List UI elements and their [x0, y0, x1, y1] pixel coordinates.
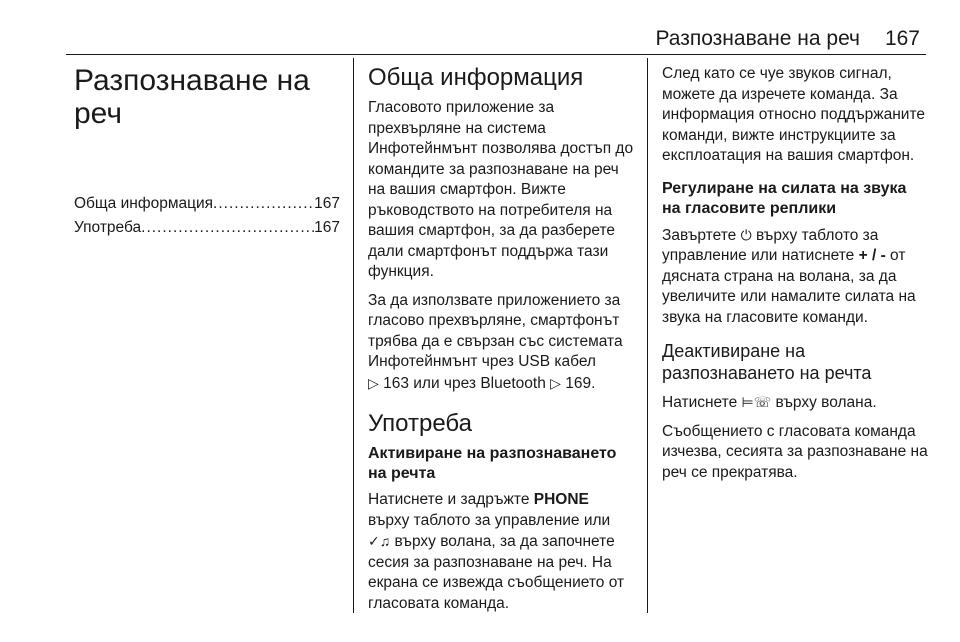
subheading: Активиране на разпознаването на речта [368, 445, 617, 482]
middle-column [368, 64, 634, 622]
volume-buttons-label: + / - [858, 247, 886, 264]
subheading: Регулиране на силата на звука на гласовите реплики [662, 179, 907, 217]
subheading: Деактивиране на разпознаването на речта [662, 341, 872, 383]
left-column [74, 64, 340, 240]
arrow-ref-icon: ▷ [550, 374, 561, 391]
section-heading-general: Обща информация [368, 64, 584, 91]
toc-page: 167 [314, 219, 340, 236]
page-reference[interactable]: 169. [565, 374, 596, 392]
power-knob-icon: ⏻ [740, 226, 752, 243]
phone-voice-icon: ✓♫ [368, 533, 391, 549]
paragraph: Завъртете ⏻ върху таблото за управление или натиснете + / - от дясната страна на волана, за да увеличите или намалите силата на звука на гласовите команди. [662, 226, 916, 326]
right-column [662, 64, 928, 491]
page-number: 167 [884, 27, 920, 50]
toc-item[interactable] [74, 192, 340, 216]
toc-leader [213, 192, 314, 216]
section-heading-usage: Употреба [368, 410, 472, 437]
toc-label: Обща информация [74, 195, 214, 212]
paragraph: Съобщението с гласовата команда изчезва, сесията за разпознаване на реч се прекратява. [662, 422, 928, 481]
mute-hangup-icon: ⊨☏ [741, 394, 772, 410]
arrow-ref-icon: ▷ [368, 374, 379, 391]
chapter-title: Разпознаване на реч [74, 64, 310, 130]
paragraph: За да използвате приложението за гласово прехвърляне, смартфонът трябва да е свързан със системата Инфотейнмънт чрез USB кабел ▷ 163 или чрез Bluetooth ▷ 169. [368, 291, 623, 392]
paragraph: Натиснете ⊨☏ върху волана. [662, 394, 877, 411]
paragraph: След като се чуе звуков сигнал, можете да изречете команда. За информация относно поддържаните команди, вижте инструкциите за експлоатация на вашия смартфон. [662, 65, 926, 164]
phone-button-label: PHONE [533, 491, 589, 508]
header-title: Разпознаване на реч [655, 27, 860, 50]
paragraph: Натиснете и задръжте PHONE върху таблото за управление или ✓♫ върху волана, за да започнете сесия за разпознаване на реч. На екрана се извежда съобщението от гласовата команда. [368, 491, 625, 612]
paragraph: Гласовото приложение за прехвърляне на система Инфотейнмънт позволява достъп до командите за разпознаване на реч на вашия смартфон. Вижте ръководството на потребителя на вашия смартфон, за да разберете дали смартфонът поддържа тази функция. [368, 99, 634, 280]
toc-leader [141, 216, 314, 240]
column-divider-1 [353, 58, 354, 613]
header-divider [66, 54, 926, 55]
column-divider-2 [647, 58, 648, 613]
toc-page: 167 [314, 195, 340, 212]
toc-item[interactable] [74, 216, 340, 240]
page-reference[interactable]: 163 или чрез Bluetooth [383, 374, 546, 392]
toc-label: Употреба [74, 219, 142, 236]
